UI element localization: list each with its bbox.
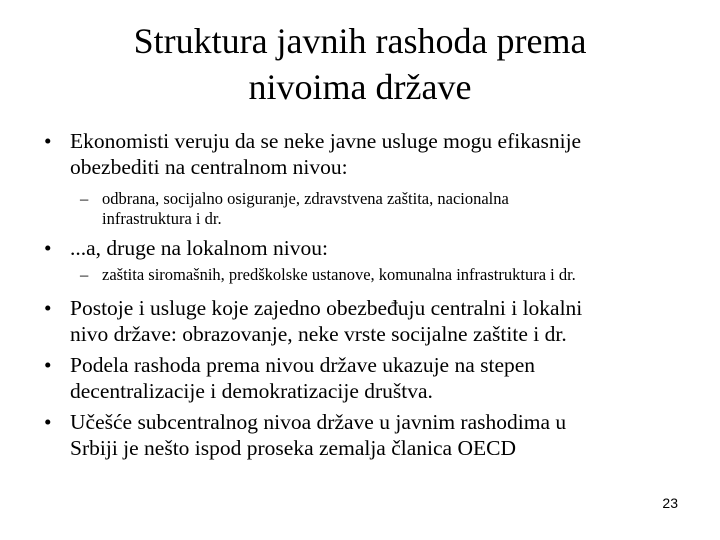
bullet-dot-icon: • <box>44 410 52 434</box>
sub-bullet-local-examples <box>80 265 692 285</box>
title-line-2: nivoima države <box>248 67 472 107</box>
bullet-text-line: ...a, druge na lokalnom nivou: <box>70 236 328 260</box>
bullet-dot-icon: • <box>44 129 52 153</box>
sub-bullet-text-line: zaštita siromašnih, predškolske ustanove, komunalna infrastruktura i dr. <box>102 265 576 284</box>
bullet-text-line: obezbediti na centralnom nivou: <box>70 155 348 179</box>
bullet-text-line: nivo države: obrazovanje, neke vrste socijalne zaštite i dr. <box>70 322 567 346</box>
dash-icon: – <box>80 265 89 284</box>
bullet-serbia-oecd <box>44 409 690 461</box>
sub-bullet-text-line: odbrana, socijalno osiguranje, zdravstvena zaštita, nacionalna <box>102 189 509 208</box>
bullet-local-level <box>44 235 690 261</box>
bullet-text-line: Ekonomisti veruju da se neke javne usluge mogu efikasnije <box>70 129 582 153</box>
sub-bullet-central-examples <box>80 189 692 229</box>
bullet-dot-icon: • <box>44 296 52 320</box>
dash-icon: – <box>80 189 89 208</box>
bullet-decentralization <box>44 352 690 404</box>
sub-bullet-text-line: infrastruktura i dr. <box>102 209 222 228</box>
bullet-text-line: Učešće subcentralnog nivoa države u javnim rashodima u <box>70 410 567 434</box>
bullet-dot-icon: • <box>44 353 52 377</box>
bullet-text-line: decentralizacije i demokratizacije društva. <box>70 379 433 403</box>
bullet-text-line: Srbiji je nešto ispod proseka zemalja članica OECD <box>70 436 516 460</box>
bullet-text-line: Podela rashoda prema nivou države ukazuje na stepen <box>70 353 536 377</box>
bullet-central-level <box>44 128 690 180</box>
page-number: 23 <box>662 495 678 511</box>
title-line-1: Struktura javnih rashoda prema <box>133 21 587 61</box>
bullet-shared-services <box>44 295 690 347</box>
bullet-dot-icon: • <box>44 236 52 260</box>
bullet-text-line: Postoje i usluge koje zajedno obezbeđuju centralni i lokalni <box>70 296 583 320</box>
